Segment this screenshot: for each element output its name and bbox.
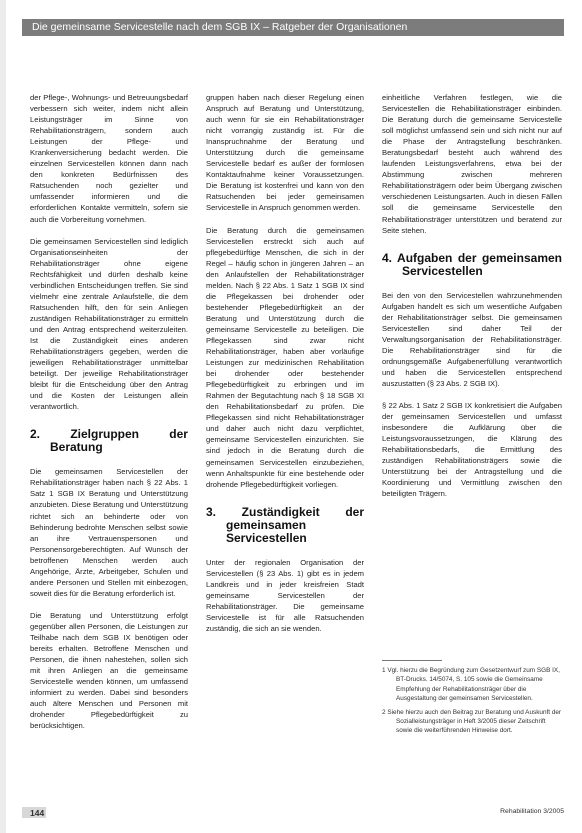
section-heading-4	[382, 252, 562, 278]
footnote-rule	[382, 660, 442, 661]
page-number: 144	[30, 808, 45, 818]
section-number: 4.	[382, 250, 393, 265]
section-number: 3.	[206, 504, 217, 519]
paragraph: Die Beratung und Unterstützung erfolgt gegenüber allen Personen, die Leistungen zur Teilhabe nach dem SGB IX benötigen oder bereits erhalten. Betroffene Menschen und Personen, die ihnen nahestehen, sollen sich mit ihren Anliegen an die gemeinsame Servicestelle wenden können, um umfassend informiert zu werden. Dabei sind besonders auch ältere Menschen und Personen mit drohender Pflegebedürftigkeit zu berücksichtigen.	[30, 610, 188, 731]
section-title: Zuständigkeit der gemeinsamen Servicestellen	[226, 504, 364, 545]
column-left	[30, 92, 188, 742]
paragraph: Die gemeinsamen Servicestellen sind lediglich Organisationseinheiten der Rehabilitationsträger ohne eigene Rechtsfähigkeit und dürfen deshalb keine verbindlichen Entscheidungen treffen. Sie sind vielmehr eine zentrale Anlaufstelle, die dem Ratsuchenden hilft, den für sein Anliegen zuständigen Rehabilitationsträger zu ermitteln und den Antrag entsprechend weiterzuleiten. Ist die Zuständigkeit eines anderen Rehabilitationsträgers gegeben, werden die jeweiligen Rehabilitationsträger unmittelbar beteiligt. Der jeweilige Rehabilitationsträger bleibt für die Entscheidung über den Antrag und die Kosten der Leistungen allein verantwortlich.	[30, 236, 188, 412]
section-number: 2.	[30, 427, 41, 442]
paragraph: Unter der regionalen Organisation der Servicestellen (§ 23 Abs. 1) gibt es in jedem Landkreis und in jeder kreisfreien Stadt gemeinsame Servicestellen der Rehabilitationsträger. Die gemeinsame Servicestelle ist für alle Ratsuchenden zuständig, die sich an sie wenden.	[206, 557, 364, 633]
paragraph: gruppen haben nach dieser Regelung einen Anspruch auf Beratung und Unterstützung, auch wenn für sie ein Rehabilitationsträger nicht vorrangig zuständig ist. Für die Inanspruchnahme der Beratung und Unterstützung durch die gemeinsame Servicestelle bedarf es außer der formlosen Kontaktaufnahme keiner Voraussetzungen. Die Beratung ist kostenfrei und kann von den Ratsuchenden bei jeder gemeinsamen Servicestelle in Anspruch genommen werden.	[206, 93, 364, 213]
column-middle	[206, 92, 364, 645]
paragraph: Die gemeinsamen Servicestellen der Rehabilitationsträger haben nach § 22 Abs. 1 Satz 1 SGB IX Beratung und Unterstützung anzubieten. Diese Beratung und Unterstützung richtet sich an behinderte oder von Behinderung bedrohte Menschen selbst sowie an ihre Vertrauenspersonen und Personensorgeberechtigten. Auf Wunsch der betroffenen Menschen werden auch Angehörige, Ärzte, Arbeitgeber, Schulen und andere Personen und Stellen mit einbezogen, soweit dies für die Beratung erforderlich ist.	[30, 467, 188, 598]
footnotes	[382, 660, 562, 736]
column-right	[382, 92, 562, 510]
journal-footer: Rehabilitation 3/2005	[500, 808, 564, 815]
paragraph: Die Beratung durch die gemeinsamen Servicestellen erstreckt sich auch auf pflegebedürftige Menschen, die sich in der Regel – häufig schon in jüngeren Jahren – an den Anlaufstellen der Rehabilitationsträger melden. Nach § 22 Abs. 1 Satz 1 SGB IX sind die Pflegekassen bei drohender oder bestehender Pflegebedürftigkeit an der Beratung und Unterstützung durch die gemeinsame Servicestelle zu beteiligen. Die Pflegekassen sind zwar nicht Rehabilitationsträger, haben aber vorläufige Leistungen zur medizinischen Rehabilitation bei drohender oder bestehender Pflegebedürftigkeit zu erbringen und im Rahmen der Begutachtung nach § 18 SGB XI den Rehabilitationsbedarf zu prüfen. Die Pflegekassen sind nicht Rehabilitationsträger und daher auch nicht dazu verpflichtet, gemeinsame Servicestellen einzurichten. Sie sind jedoch in die Beratung durch die gemeinsamen Servicestellen einzubeziehen, wenn Anhaltspunkte für eine bestehende oder drohende Pflegebedürftigkeit vorliegen.	[206, 225, 364, 489]
paragraph: § 22 Abs. 1 Satz 2 SGB IX konkretisiert die Aufgaben der gemeinsamen Servicestellen und umfasst insbesondere die Aufklärung über die Leistungsvoraussetzungen, die Klärung des Rehabilitationsbedarfs, die Ermittlung des zuständigen Rehabilitationsträgers sowie die Unterstützung bei der Antragstellung und die Koordinierung und Vermittlung zwischen den beteiligten Trägern.	[382, 401, 562, 499]
section-title: Aufgaben der gemeinsamen Servicestellen	[397, 250, 562, 278]
section-heading-2	[30, 428, 188, 454]
running-header-title: Die gemeinsame Servicestelle nach dem SGB IX – Ratgeber der Organisationen	[32, 21, 408, 33]
paragraph: der Pflege-, Wohnungs- und Betreuungsbedarf verbessern sich weiter, indem nicht allein Leistungsträger im Sinne von Rehabilitationsträgern, sondern auch Leistungen der Pflege- und Krankenversicherung bedacht werden. Die einzelnen Servicestellen können dann nach den konkreten Bedürfnissen des Ratsuchenden noch gezielter und umfassender informieren und die erforderlichen Kontakte vermitteln, sofern sie auch die Vorbereitung vornehmen.	[30, 93, 188, 224]
footnote-2: 2 Siehe hierzu auch den Beitrag zur Beratung und Auskunft der Sozialleistungsträger in Heft 3/2005 dieser Zeitschrift sowie die weiterführenden Hinweise dort.	[382, 708, 562, 735]
page-edge	[0, 0, 6, 833]
paragraph: einheitliche Verfahren festlegen, wie die Servicestellen die Rehabilitationsträger einbinden. Die Beratung durch die gemeinsame Servicestelle soll möglichst umfassend sein und sich nicht nur auf die Phase der Antragstellung beschränken. Beratungsbedarf besteht auch während des laufenden Leistungsverfahrens, etwa bei der Abstimmung zwischen mehreren Rehabilitationsträgern oder beim Übergang zwischen verschiedenen Leistungsarten. Auch in diesen Fällen soll die gemeinsame Servicestelle den Rehabilitationsträger unterstützen und beratend zur Seite stehen.	[382, 93, 562, 235]
footnote-1: 1 Vgl. hierzu die Begründung zum Gesetzentwurf zum SGB IX, BT-Drucks. 14/5074, S. 105 sowie die Gemeinsame Empfehlung der Rehabilitationsträger über die Ausgestaltung der gemeinsamen Servicestellen.	[382, 667, 560, 703]
section-heading-3	[206, 506, 364, 545]
paragraph: Bei den von den Servicestellen wahrzunehmenden Aufgaben handelt es sich um wesentliche Aufgaben der Rehabilitationsträger selbst. Die gemeinsamen Servicestellen sind daher Teil der Verwaltungsorganisation der Rehabilitationsträger. Die Rehabilitationsträger sind für die ordnungsgemäße Aufgabenerfüllung verantwortlich und haben die Servicestellen entsprechend auszustatten (§ 23 Abs. 2 SGB IX).	[382, 290, 562, 388]
section-title: Zielgruppen der Beratung	[50, 427, 188, 455]
